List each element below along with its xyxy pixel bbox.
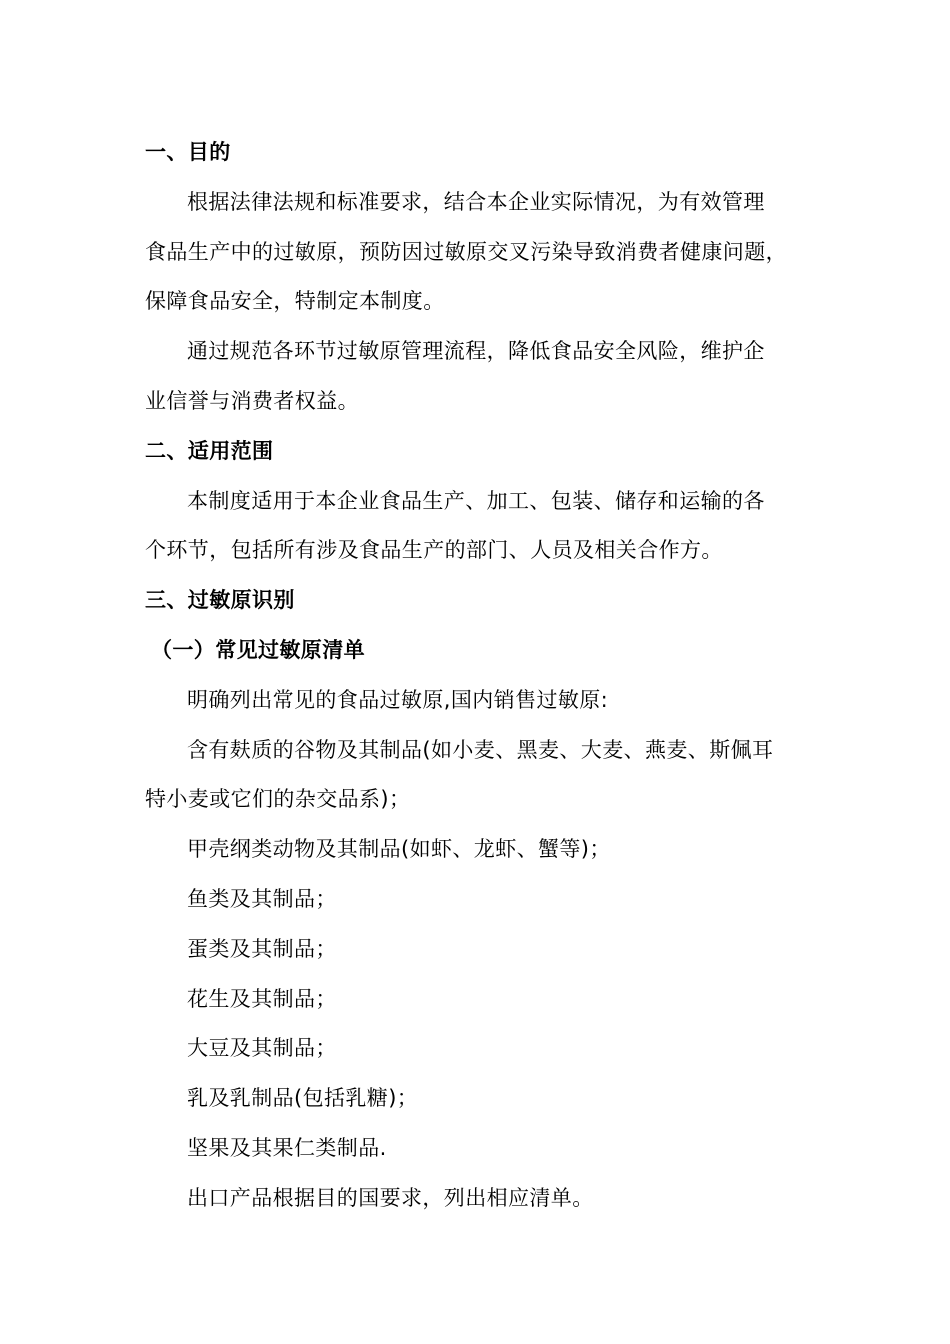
text-line: 保障食品安全，特制定本制度。 (145, 289, 445, 314)
allergen-list-item (145, 726, 810, 826)
text-line: 食品生产中的过敏原，预防因过敏原交叉污染导致消费者健康问题， (145, 239, 787, 264)
allergen-list-item: 花生及其制品； (187, 986, 337, 1011)
text-line: 业信誉与消费者权益。 (145, 388, 359, 413)
allergen-list-item: 鱼类及其制品； (187, 886, 337, 911)
allergen-list-item: 甲壳纲类动物及其制品(如虾、龙虾、蟹等)； (187, 837, 611, 862)
paragraph-purpose-1 (145, 178, 810, 327)
document-body (145, 128, 810, 1224)
paragraph-scope (145, 477, 810, 577)
export-requirement: 出口产品根据目的国要求，列出相应清单。 (187, 1185, 594, 1210)
allergen-intro: 明确列出常见的食品过敏原,国内销售过敏原: (187, 687, 609, 712)
allergen-list-item: 大豆及其制品； (187, 1036, 337, 1061)
subsection-heading-common-allergens: （一）常见过敏原清单 (151, 637, 365, 662)
allergen-list-item: 乳及乳制品(包括乳糖)； (187, 1086, 419, 1111)
allergen-list-item: 坚果及其果仁类制品. (187, 1135, 387, 1160)
text-line: 含有麸质的谷物及其制品(如小麦、黑麦、大麦、燕麦、斯佩耳 (187, 737, 774, 762)
paragraph-purpose-2 (145, 327, 810, 427)
section-heading-allergen-identification: 三、过敏原识别 (145, 588, 295, 613)
allergen-list-item: 蛋类及其制品； (187, 936, 337, 961)
text-line: 根据法律法规和标准要求，结合本企业实际情况，为有效管理 (187, 189, 765, 214)
section-heading-scope: 二、适用范围 (145, 438, 274, 463)
text-line: 通过规范各环节过敏原管理流程，降低食品安全风险，维护企 (187, 339, 765, 364)
text-line: 本制度适用于本企业食品生产、加工、包装、储存和运输的各 (187, 488, 765, 513)
section-heading-purpose: 一、目的 (145, 140, 231, 164)
text-line: 个环节，包括所有涉及食品生产的部门、人员及相关合作方。 (145, 538, 723, 563)
text-line: 特小麦或它们的杂交品系)； (145, 787, 411, 812)
